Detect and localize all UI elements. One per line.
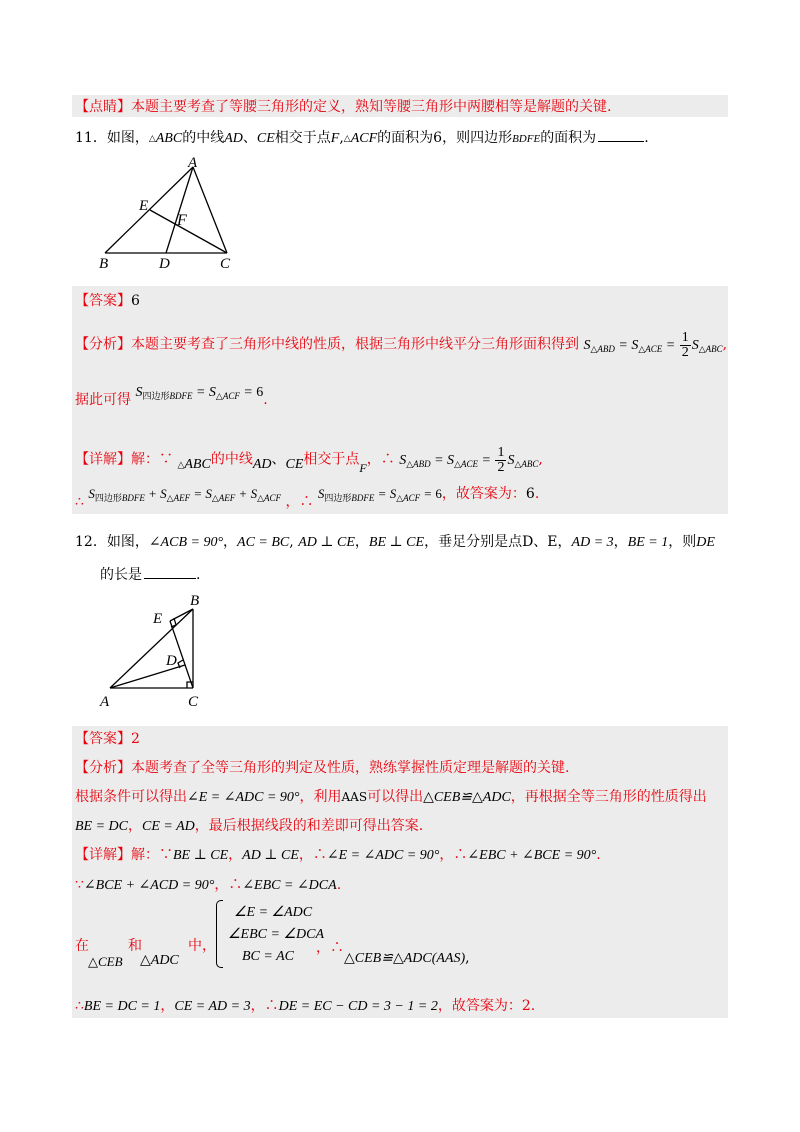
q11-detail-line2: ∴ $S_{四边形BDFE} + S_{\triangle AEF} = S_{\triangle AEF} + S_{\triangle ACF}$ ，∴ $S_{四边形BDFE} = S_{\triangle ACF} = 6$，故答案为：6. bbox=[75, 486, 540, 510]
q12-answer-line: 【答案】2 bbox=[75, 731, 140, 747]
q12-analysis-line2: 根据条件可以得出∠E = ∠ADC = 90°，利用AAS可以得出△CEB≌△ADC，再根据全等三角形的性质得出 bbox=[75, 789, 707, 805]
q11-analysis-cont: 据此可得 $S_{四边形BDFE} = S_{\triangle ACF} = 6$. bbox=[75, 385, 268, 408]
q11-label-d: D bbox=[159, 256, 170, 270]
q11-label-e: E bbox=[139, 198, 149, 214]
q12-tri-ceb: △CEB bbox=[88, 954, 123, 969]
q12-figure bbox=[98, 590, 218, 710]
q12-cond3: BC = AC bbox=[242, 949, 294, 964]
q11-detail-line1: 【详解】解：∵ $_\triangle$ABC的中线AD、CE相交于点F，∴ $S_{\triangle ABD} = S_{\triangle ACE}$ = $\frac{1}{2}$ $S_{\triangle ABC}$, bbox=[75, 445, 543, 475]
q12-stem-line2: 的长是 . bbox=[100, 567, 201, 583]
q12-detail-line2: ∵∠BCE + ∠ACD = 90°，∴∠EBC = ∠DCA. bbox=[75, 877, 342, 893]
q11-stem: 11．如图，△ABC的中线AD、CE相交于点F,△ACF的面积为6，则四边形BDFE的面积为 . bbox=[75, 130, 649, 146]
q12-label-e: E bbox=[153, 611, 163, 627]
q12-congruent-formula: △CEB≌△ADC(AAS), bbox=[344, 950, 470, 966]
q12-in-b: 和 bbox=[128, 938, 142, 954]
q11-analysis-line: 【分析】本题主要考查了三角形中线的性质，根据三角形中线平分三角形面积得到 $S_{\triangle ABD} = S_{\triangle ACE}$ = $\frac{1}{2}$ $S_{\triangle ABC}$, bbox=[75, 330, 728, 360]
q11-number: 11． bbox=[75, 130, 107, 146]
q12-cond2: ∠EBC = ∠DCA bbox=[228, 927, 324, 942]
tip-line bbox=[75, 97, 611, 117]
q11-figure bbox=[95, 155, 245, 270]
q12-number: 12． bbox=[75, 534, 107, 550]
q11-label-b: B bbox=[99, 256, 109, 270]
q12-stem-line1: 12．如图，∠ACB = 90°，AC = BC, AD ⊥ CE，BE ⊥ CE，垂足分别是点D、E，AD = 3，BE = 1，则DE bbox=[75, 534, 715, 550]
q11-label-c: C bbox=[220, 256, 231, 270]
q12-congruent: ，∴ bbox=[316, 940, 344, 956]
q12-label-a: A bbox=[100, 694, 110, 710]
q11-label-a: A bbox=[188, 155, 198, 171]
q12-detail-line1: 【详解】解：∵BE ⊥ CE，AD ⊥ CE，∴∠E = ∠ADC = 90°，∴∠EBC + ∠BCE = 90°. bbox=[75, 847, 601, 863]
q12-label-c: C bbox=[188, 694, 199, 710]
q12-detail-line3: 在 bbox=[75, 938, 89, 954]
tip-text: 本题主要考查了等腰三角形的定义，熟知等腰三角形中两腰相等是解题的关键. bbox=[131, 99, 612, 115]
q12-analysis-line3: BE = DC，CE = AD，最后根据线段的和差即可得出答案. bbox=[75, 818, 424, 834]
q12-tri-adc: △ADC bbox=[140, 953, 179, 968]
q12-conditions bbox=[228, 902, 324, 968]
q12-detail-final: ∴BE = DC = 1，CE = AD = 3，∴DE = EC − CD = 3 − 1 = 2，故答案为：2. bbox=[75, 998, 536, 1014]
q12-condition-brace bbox=[216, 900, 223, 968]
q12-cond1: ∠E = ∠ADC bbox=[234, 905, 313, 920]
q12-in-c: 中， bbox=[188, 938, 216, 954]
q11-label-f: F bbox=[177, 212, 187, 229]
q12-label-d: D bbox=[166, 653, 177, 669]
q11-answer-line: 【答案】6 bbox=[75, 293, 140, 309]
q12-analysis-line1: 【分析】本题考查了全等三角形的判定及性质，熟练掌握性质定理是解题的关键. bbox=[75, 760, 570, 776]
q12-answer-blank bbox=[144, 566, 196, 579]
tip-label: 【点睛】 bbox=[75, 99, 131, 115]
q12-label-b: B bbox=[190, 593, 200, 609]
q12-answer: 2 bbox=[131, 731, 140, 747]
q11-answer: 6 bbox=[131, 293, 140, 309]
q11-answer-blank bbox=[598, 129, 644, 142]
